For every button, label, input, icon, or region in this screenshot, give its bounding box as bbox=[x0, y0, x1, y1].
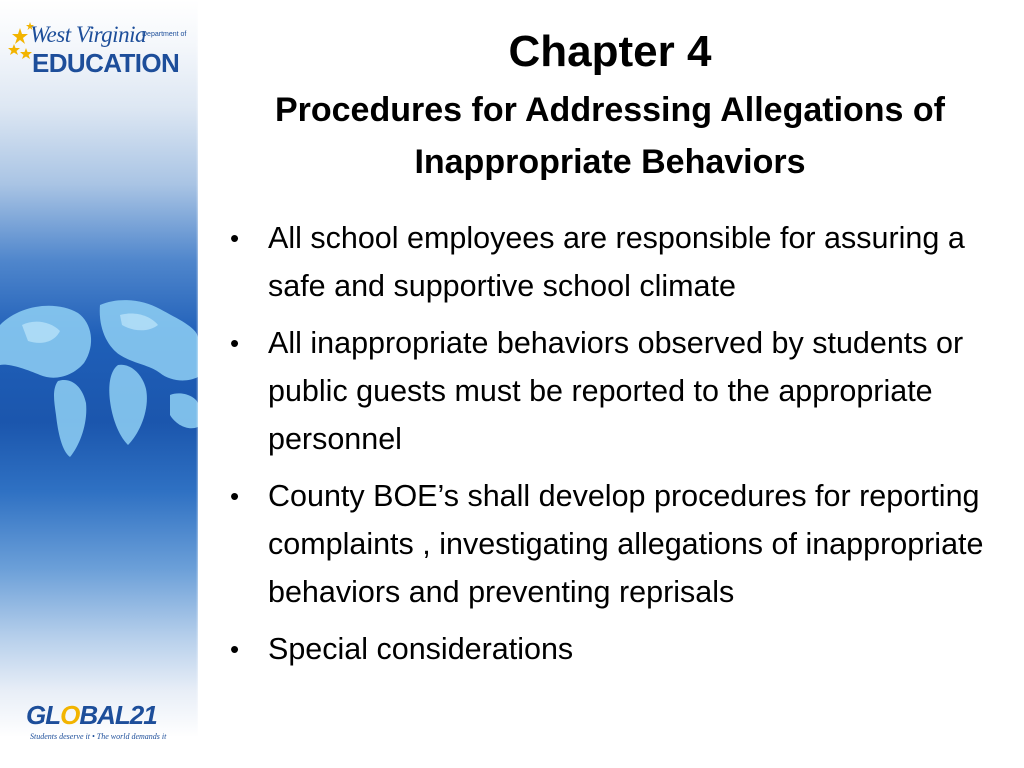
slide-title-block bbox=[205, 24, 1015, 188]
global21-word-part3: BAL21 bbox=[79, 700, 157, 730]
bullet-text: All inappropriate behaviors observed by students or public guests must be reported to the appropriate personnel bbox=[268, 326, 964, 456]
global21-wordmark bbox=[26, 700, 157, 731]
bullet-item bbox=[226, 472, 1016, 616]
bullet-dot-icon: • bbox=[230, 481, 240, 511]
bullet-text: County BOE’s shall develop procedures for reporting complaints , investigating allegations of inappropriate behaviors and preventing reprisals bbox=[268, 479, 984, 609]
bullet-item bbox=[226, 625, 1016, 673]
wv-logo-dept: Department of bbox=[142, 31, 187, 38]
bullet-dot-icon: • bbox=[230, 634, 240, 664]
sidebar-panel bbox=[0, 0, 198, 768]
bullet-text: Special considerations bbox=[268, 632, 574, 666]
bullet-text: All school employees are responsible for assuring a safe and supportive school climate bbox=[268, 221, 965, 303]
chapter-title: Chapter 4 bbox=[508, 27, 712, 76]
bullet-dot-icon: • bbox=[230, 223, 240, 253]
wv-logo-line2: EDUCATION bbox=[32, 48, 180, 78]
wv-education-logo bbox=[6, 18, 192, 80]
bullet-dot-icon: • bbox=[230, 328, 240, 358]
slide-subtitle: Procedures for Addressing Allegations of Inappropriate Behaviors bbox=[274, 91, 946, 181]
bullet-list bbox=[226, 214, 1016, 682]
wv-logo-line1: West Virginia bbox=[30, 22, 146, 47]
world-map-graphic bbox=[0, 285, 198, 465]
global21-tagline: Students deserve it • The world demands it bbox=[30, 732, 167, 741]
sidebar-edge bbox=[196, 0, 198, 768]
global21-word-part2: O bbox=[60, 700, 80, 730]
global21-word-part1: GL bbox=[26, 700, 61, 730]
global21-logo bbox=[26, 700, 186, 750]
bullet-item bbox=[226, 319, 1016, 463]
bullet-item bbox=[226, 214, 1016, 310]
